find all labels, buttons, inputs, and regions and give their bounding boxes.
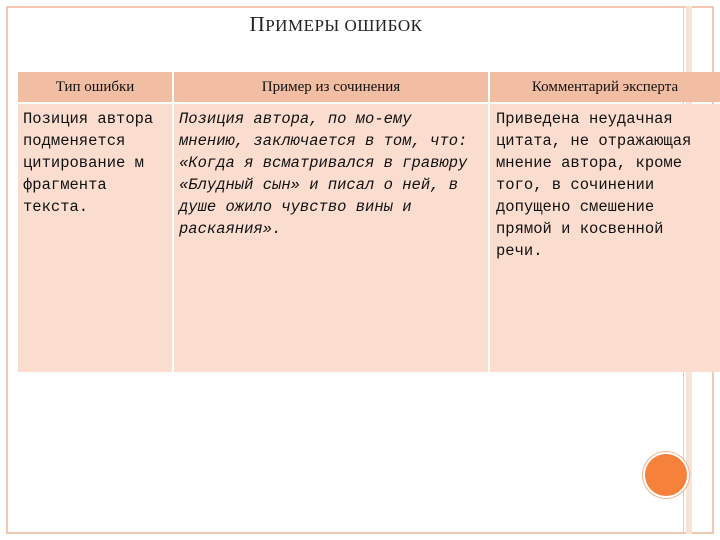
cell-error-type: Позиция автора подменяется цитирование м фрагмента текста.: [18, 104, 172, 372]
slide-title: [0, 12, 672, 37]
header-error-type: Тип ошибки: [18, 72, 172, 102]
frame-left-line: [6, 6, 8, 534]
header-expert-comment: Комментарий эксперта: [490, 72, 720, 102]
cell-expert-comment: Приведена неудачная цитата, не отражающая мнение автора, кроме того, в сочинении допущено смешение прямой и косвенной речи.: [490, 104, 720, 372]
decorative-orange-circle: [643, 452, 689, 498]
slide-title-initial: П: [249, 12, 266, 36]
frame-top-line: [6, 6, 714, 8]
header-essay-example: Пример из сочинения: [174, 72, 488, 102]
frame-bottom-line: [6, 532, 714, 534]
slide-title-rest: РИМЕРЫ ОШИБОК: [265, 16, 423, 35]
cell-essay-example: Позиция автора, по мо-ему мнению, заключается в том, что: «Когда я всматривался в гравюру «Блудный сын» и писал о ней, в душе ожило чувство вины и раскаяния».: [174, 104, 488, 372]
